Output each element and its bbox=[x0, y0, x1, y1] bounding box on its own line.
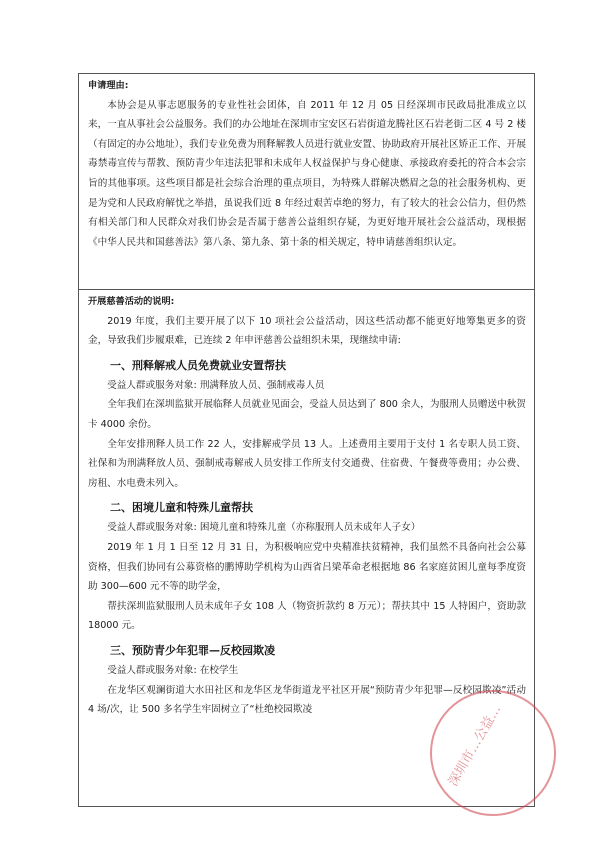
section-1-paragraph-1: 全年我们在深圳监狱开展临释人员就业见面会，受益人员达到了 800 余人，为服刑人员赠送中秋贺卡 4000 余份。 bbox=[88, 399, 526, 430]
activities-intro: 2019 年度，我们主要开展了以下 10 项社会公益活动，因这些活动都不能更好地筹集更多的资金，导致我们步履艰难，已连续 2 年申评慈善公益组织未果，现继续申请: bbox=[88, 315, 526, 347]
reason-paragraph: 本协会是从事志愿服务的专业性社会团体，自 2011 年 12 月 05 日经深圳市民政局批准成立以来，一直从事社会公益服务。我们的办公地址在深圳市宝安区石岩街道龙腾社区石岩老街二区 4 号 2 楼（有固定的办公地址），我们专业免费为刑释解教人员进行就业安置、协助政府开展社区矫正工作、开展毒禁毒宣传与帮教、预防青少年违法犯罪和未成年人权益保护与身心健康、承接政府委托的符合本会宗旨的其他事项。这些项目都是社会综合治理的重点项目，为特殊人群解决燃眉之急的社会服务机构、更是为党和人民政府解忧之举措，虽说我们近 8 年经过艰苦卓绝的努力，有了较大的社会公信力，但仍然有相关部门和人民群众对我们协会是否属于慈善公益组织存疑，为更好地开展社会公益活动，现根据《中华人民共和国慈善法》第八条、第九条、第十条的相关规定，特申请慈善组织认定。 bbox=[88, 99, 526, 248]
section-3-paragraph-1: 在龙华区观澜街道大水田社区和龙华区龙华街道龙平社区开展“预防青少年犯罪—反校园欺凌”活动 4 场/次，让 500 多名学生牢固树立了“杜绝校园欺凌 bbox=[88, 684, 526, 716]
section-3-beneficiary: 受益人群或服务对象: 在校学生 bbox=[107, 664, 239, 676]
section-1-heading: 一、刑释解戒人员免费就业安置帮扶 bbox=[110, 358, 286, 372]
section-1-paragraph-2: 全年安排刑释人员工作 22 人，安排解戒学员 13 人。上述费用主要用于支付 1 名专职人员工资、社保和为刑满释放人员、强制戒毒解戒人员安排工作所支付交通费、住宿费、午餐费等费用；办公费、房租、水电费未列入。 bbox=[88, 438, 526, 489]
section-2-paragraph-1: 2019 年 1 月 1 日至 12 月 31 日，为积极响应党中央精准扶贫精神，我们虽然不具备向社会公募资格，但我们协同有公募资格的鹏博助学机构为山西省吕梁革命老根据地 86 名家庭贫困儿童每季度资助 300—600 元不等的助学金， bbox=[88, 541, 526, 593]
reason-section bbox=[88, 76, 526, 252]
activities-section bbox=[88, 292, 526, 720]
section-1-beneficiary: 受益人群或服务对象: 刑满释放人员、强制戒毒人员 bbox=[107, 379, 325, 391]
section-2-heading: 二、困境儿童和特殊儿童帮扶 bbox=[110, 501, 253, 515]
section-2-paragraph-2: 帮扶深圳监狱服刑人员未成年子女 108 人（物资折款约 8 万元）；帮扶其中 15 人特困户，资助款 18000 元。 bbox=[88, 600, 526, 632]
activities-label: 开展慈善活动的说明: bbox=[88, 296, 175, 307]
seal-text: 深圳市…公益… bbox=[445, 702, 505, 789]
section-3-heading: 三、预防青少年犯罪—反校园欺凌 bbox=[110, 643, 275, 657]
reason-label: 申请理由: bbox=[88, 80, 129, 91]
official-seal-stamp bbox=[430, 690, 556, 816]
section-2-beneficiary: 受益人群或服务对象: 困境儿童和特殊儿童（亦称服刑人员未成年人子女） bbox=[107, 522, 421, 534]
section-divider bbox=[79, 289, 534, 290]
